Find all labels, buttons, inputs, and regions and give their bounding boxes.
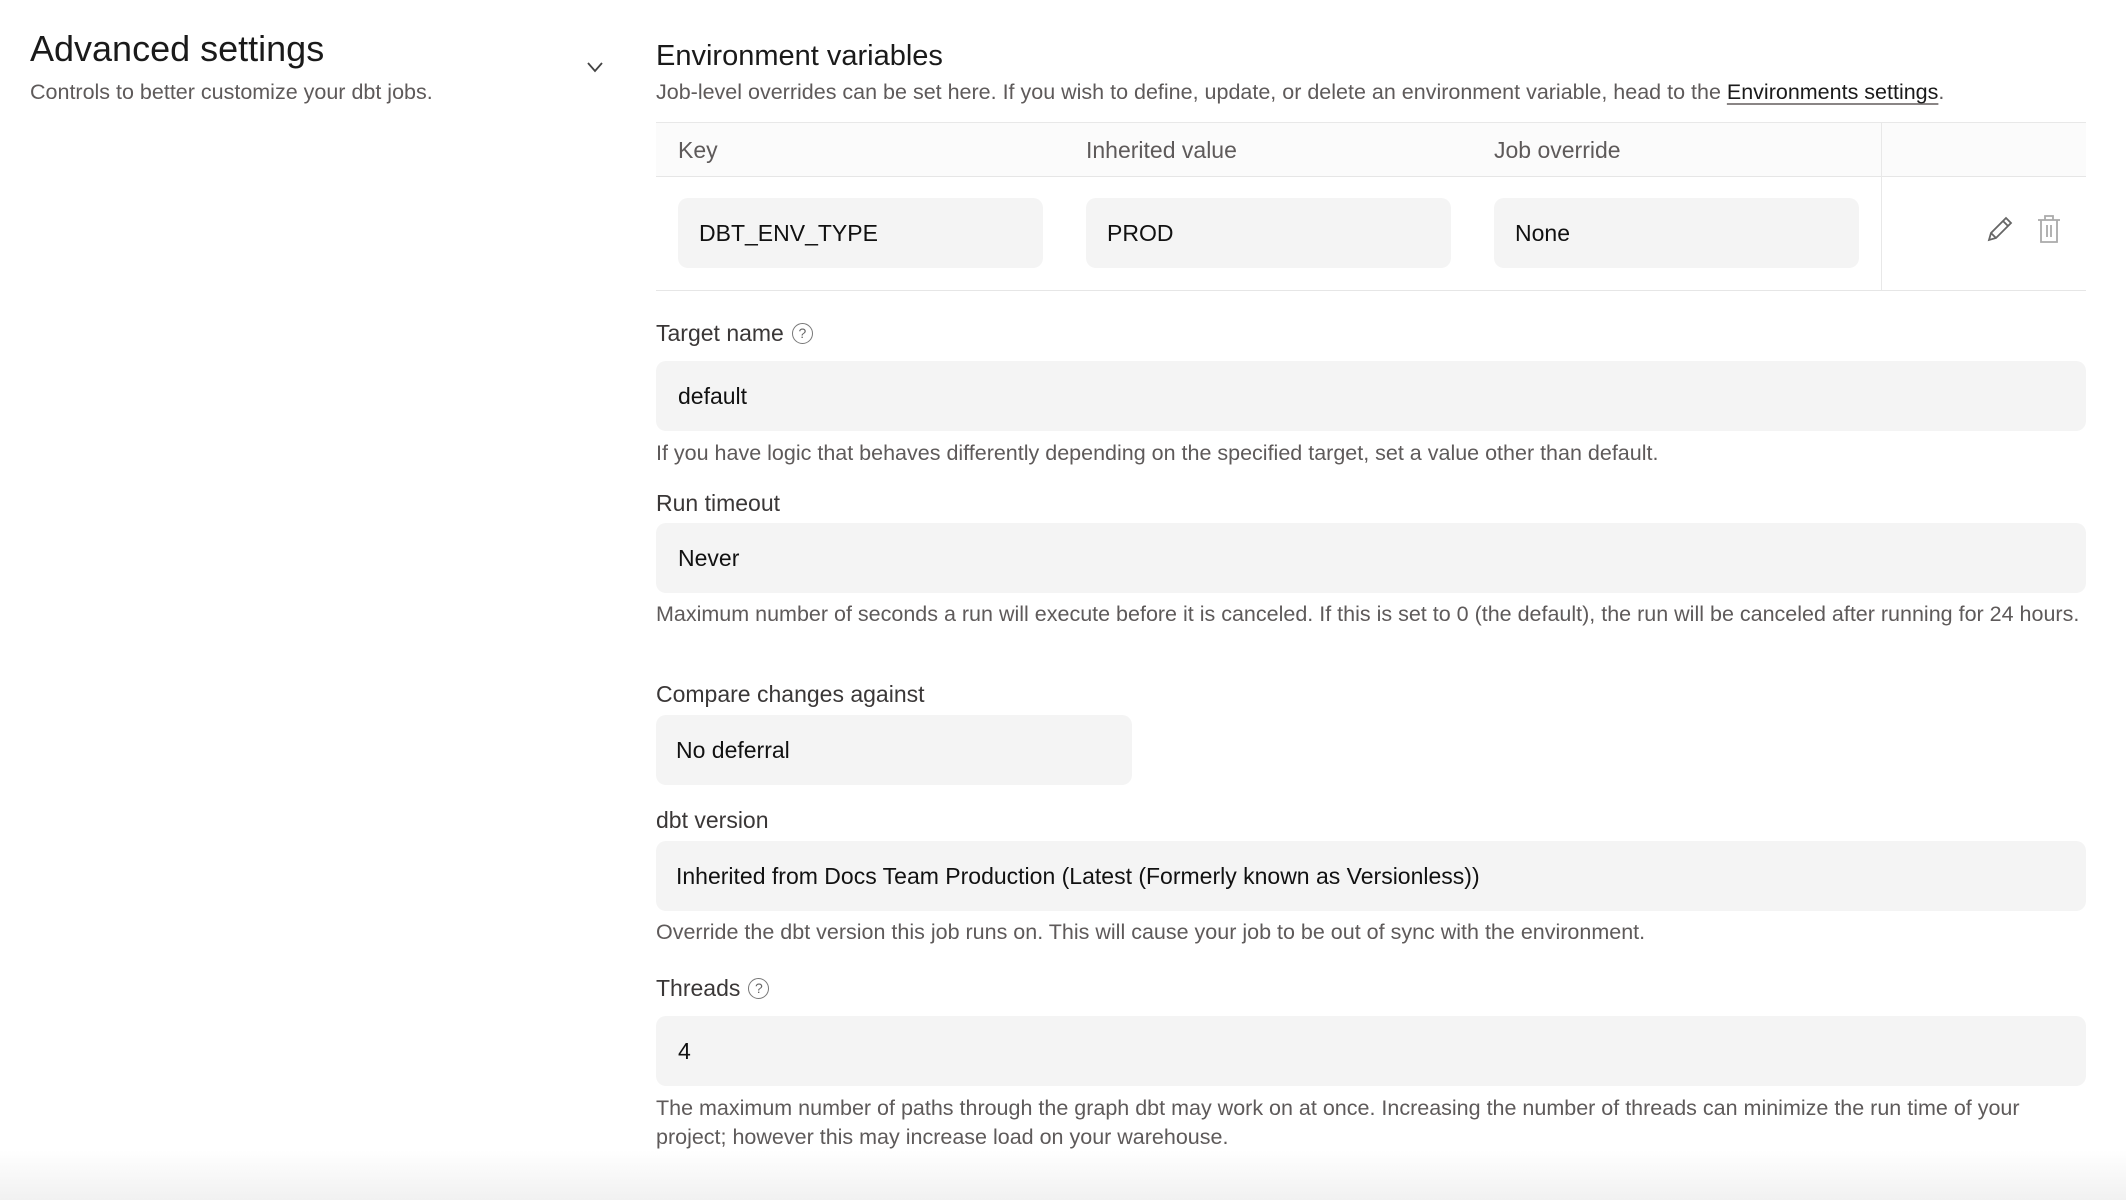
env-vars-table-header [656, 122, 2086, 177]
env-vars-title: Environment variables [656, 40, 943, 72]
description-end: . [1938, 80, 1945, 104]
key-field[interactable]: DBT_ENV_TYPE [678, 198, 1043, 268]
help-circle-icon[interactable]: ? [792, 323, 813, 344]
run-timeout-help: Maximum number of seconds a run will execute before it is canceled. If this is set to 0 (the default), the run will be canceled after running for 24 hours. [656, 602, 2080, 626]
column-inherited-value: Inherited value [1086, 137, 1237, 163]
inherited-value-field[interactable]: PROD [1086, 198, 1451, 268]
job-override-field[interactable]: None [1494, 198, 1859, 268]
bottom-fade [0, 1150, 2126, 1200]
help-circle-icon[interactable]: ? [748, 978, 769, 999]
threads-help: The maximum number of paths through the graph dbt may work on at once. Increasing the number of threads can minimize the run time of your project; however this may increase load on your warehouse. [656, 1096, 2020, 1149]
label-text: Threads [656, 975, 741, 1001]
environments-settings-link[interactable]: Environments settings [1726, 80, 1939, 104]
target-name-help: If you have logic that behaves differently depending on the specified target, set a value other than default. [656, 441, 1659, 465]
actions-column-divider [1881, 122, 1882, 290]
dbt-version-select[interactable]: Inherited from Docs Team Production (Latest (Formerly known as Versionless)) [656, 841, 2086, 911]
column-job-override: Job override [1494, 137, 1621, 163]
run-timeout-label: Run timeout [656, 490, 781, 516]
chevron-down-icon[interactable] [584, 56, 606, 78]
dbt-version-help: Override the dbt version this job runs on. This will cause your job to be out of sync with the environment. [656, 920, 1646, 944]
threads-label [656, 975, 769, 1002]
run-timeout-select[interactable]: Never [656, 523, 2086, 593]
env-vars-description [656, 80, 1944, 105]
table-row [656, 177, 2086, 291]
threads-input[interactable]: 4 [656, 1016, 2086, 1086]
compare-changes-select[interactable]: No deferral [656, 715, 1132, 785]
target-name-input[interactable]: default [656, 361, 2086, 431]
compare-changes-label: Compare changes against [656, 681, 925, 707]
dbt-version-label: dbt version [656, 807, 769, 833]
pencil-icon[interactable] [1984, 213, 2016, 245]
section-subtitle: Controls to better customize your dbt jobs. [30, 80, 433, 104]
target-name-label [656, 320, 813, 347]
trash-icon[interactable] [2036, 213, 2062, 245]
label-text: Target name [656, 320, 784, 346]
section-title: Advanced settings [30, 28, 325, 69]
column-key: Key [678, 137, 718, 163]
description-text: Job-level overrides can be set here. If you wish to define, update, or delete an environment variable, head to the [656, 80, 1727, 104]
